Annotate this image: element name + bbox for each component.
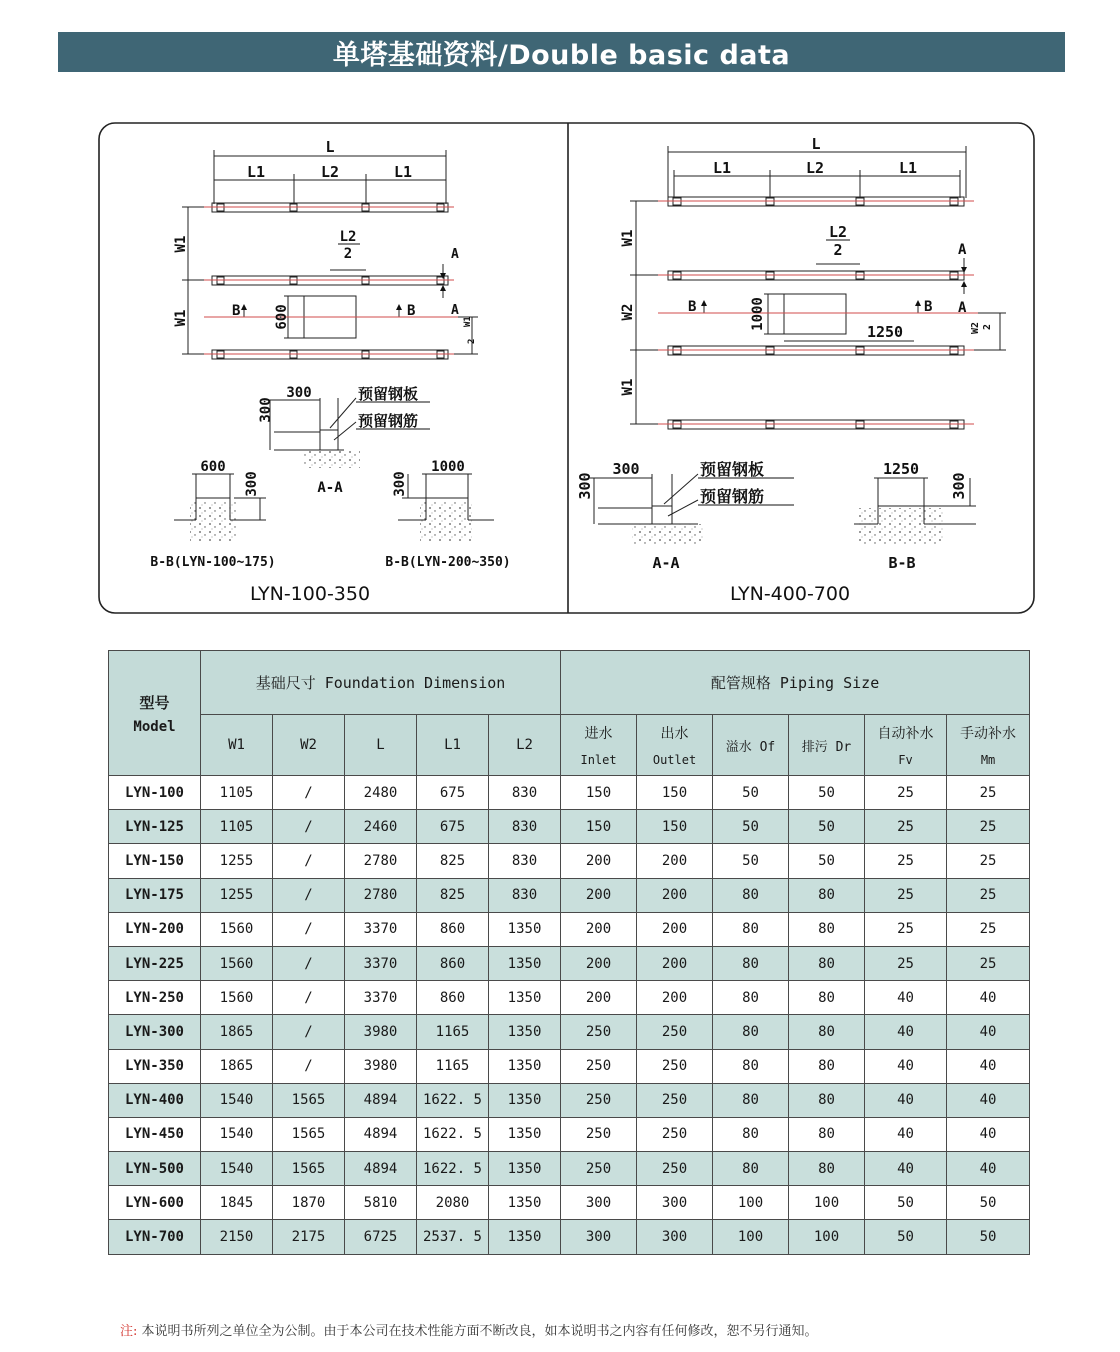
- cell-model: LYN-100: [109, 776, 201, 810]
- dim-W1-half-den: 2: [467, 338, 477, 344]
- cell-model: LYN-250: [109, 981, 201, 1015]
- cell-inlet: 250: [561, 1015, 637, 1049]
- cell-l2: 1350: [489, 1049, 561, 1083]
- cell-auto-fill: 50: [865, 1220, 947, 1254]
- r-dim-L2: L2: [805, 159, 825, 177]
- cell-outlet: 300: [637, 1186, 713, 1220]
- header-w2: W2: [273, 715, 345, 776]
- table-row: [109, 1186, 1030, 1220]
- r-dim-1000: 1000: [750, 297, 766, 331]
- header-auto-en: Fv: [898, 753, 913, 767]
- cell-l2: 1350: [489, 946, 561, 980]
- r-dim-L2-half-den: 2: [833, 241, 843, 259]
- cell-l1: 1622. 5: [417, 1117, 489, 1151]
- table-row: [109, 1015, 1030, 1049]
- table-row: [109, 946, 1030, 980]
- cell-overflow: 80: [713, 878, 789, 912]
- cell-overflow: 50: [713, 810, 789, 844]
- bb-small-600: 600: [200, 459, 226, 475]
- cell-model: LYN-350: [109, 1049, 201, 1083]
- cell-outlet: 250: [637, 1083, 713, 1117]
- cell-l1: 825: [417, 844, 489, 878]
- cell-drain: 80: [789, 1152, 865, 1186]
- bb-large-300: 300: [392, 471, 408, 497]
- cell-w2: 1565: [273, 1083, 345, 1117]
- cell-l: 3370: [345, 946, 417, 980]
- cell-outlet: 300: [637, 1220, 713, 1254]
- cell-overflow: 80: [713, 1152, 789, 1186]
- cell-drain: 100: [789, 1220, 865, 1254]
- cell-l2: 830: [489, 844, 561, 878]
- cell-inlet: 200: [561, 946, 637, 980]
- dim-W1-b: W1: [173, 309, 189, 327]
- header-l1: L1: [417, 715, 489, 776]
- dim-L1-b: L1: [393, 163, 413, 181]
- cell-model: LYN-225: [109, 946, 201, 980]
- cell-inlet: 150: [561, 776, 637, 810]
- cell-l1: 675: [417, 776, 489, 810]
- cell-w1: 1560: [201, 981, 273, 1015]
- cell-w2: 1565: [273, 1152, 345, 1186]
- header-model-en: Model: [133, 718, 176, 735]
- cell-manual-fill: 25: [947, 776, 1030, 810]
- cell-l1: 2080: [417, 1186, 489, 1220]
- table-row: [109, 844, 1030, 878]
- cell-model: LYN-500: [109, 1152, 201, 1186]
- cell-outlet: 200: [637, 981, 713, 1015]
- cell-w2: /: [273, 878, 345, 912]
- r-marker-B-right: B: [924, 299, 933, 315]
- cell-auto-fill: 25: [865, 810, 947, 844]
- cell-w1: 1540: [201, 1152, 273, 1186]
- cell-model: LYN-450: [109, 1117, 201, 1151]
- cell-auto-fill: 40: [865, 1083, 947, 1117]
- table-row: [109, 1220, 1030, 1254]
- cell-drain: 80: [789, 1049, 865, 1083]
- cell-manual-fill: 40: [947, 1015, 1030, 1049]
- cell-l: 3370: [345, 912, 417, 946]
- cell-auto-fill: 25: [865, 844, 947, 878]
- cell-w1: 1255: [201, 844, 273, 878]
- dim-L2: L2: [320, 163, 340, 181]
- cell-model: LYN-175: [109, 878, 201, 912]
- aa-300-height: 300: [258, 397, 274, 423]
- cell-l: 2780: [345, 878, 417, 912]
- foundation-drawing: [98, 122, 1035, 614]
- cell-manual-fill: 25: [947, 878, 1030, 912]
- model-range-left: LYN-100-350: [249, 583, 371, 605]
- cell-drain: 80: [789, 878, 865, 912]
- cell-w1: 1865: [201, 1015, 273, 1049]
- cell-inlet: 250: [561, 1083, 637, 1117]
- cell-l1: 1622. 5: [417, 1152, 489, 1186]
- cell-inlet: 300: [561, 1186, 637, 1220]
- header-model: [109, 651, 201, 776]
- table-row: [109, 912, 1030, 946]
- dim-L2-half-den: 2: [343, 246, 353, 262]
- cell-outlet: 200: [637, 946, 713, 980]
- cell-model: LYN-300: [109, 1015, 201, 1049]
- cell-w2: 1565: [273, 1117, 345, 1151]
- table-row: [109, 776, 1030, 810]
- cell-manual-fill: 25: [947, 844, 1030, 878]
- cell-drain: 80: [789, 946, 865, 980]
- cell-manual-fill: 40: [947, 1117, 1030, 1151]
- cell-model: LYN-200: [109, 912, 201, 946]
- r-dim-L1-a: L1: [712, 159, 732, 177]
- cell-l2: 830: [489, 776, 561, 810]
- cell-w2: /: [273, 844, 345, 878]
- header-auto-zh: 自动补水: [877, 726, 934, 742]
- header-outlet-en: Outlet: [652, 753, 697, 767]
- r-dim-L2-half-num: L2: [828, 223, 848, 241]
- aa-300-width: 300: [286, 385, 312, 401]
- cell-inlet: 200: [561, 981, 637, 1015]
- cell-inlet: 200: [561, 844, 637, 878]
- header-inlet-en: Inlet: [580, 753, 617, 767]
- cell-overflow: 80: [713, 1117, 789, 1151]
- page-title: 单塔基础资料/Double basic data: [332, 39, 791, 71]
- cell-w2: /: [273, 1049, 345, 1083]
- cell-outlet: 200: [637, 844, 713, 878]
- cell-manual-fill: 40: [947, 1152, 1030, 1186]
- cell-w1: 1540: [201, 1083, 273, 1117]
- r-aa-300-height: 300: [576, 472, 594, 500]
- cell-w1: 1865: [201, 1049, 273, 1083]
- cell-manual-fill: 40: [947, 1049, 1030, 1083]
- cell-l: 3980: [345, 1049, 417, 1083]
- cell-l1: 825: [417, 878, 489, 912]
- cell-w1: 1560: [201, 912, 273, 946]
- header-inlet-zh: 进水: [584, 726, 613, 742]
- cell-auto-fill: 40: [865, 1152, 947, 1186]
- cell-l: 2480: [345, 776, 417, 810]
- cell-drain: 80: [789, 1015, 865, 1049]
- cell-l2: 1350: [489, 981, 561, 1015]
- cell-l2: 1350: [489, 1117, 561, 1151]
- cell-l: 5810: [345, 1186, 417, 1220]
- cell-w2: 2175: [273, 1220, 345, 1254]
- r-dim-W2: W2: [620, 303, 636, 321]
- cell-l: 4894: [345, 1152, 417, 1186]
- cell-overflow: 50: [713, 844, 789, 878]
- header-manual-zh: 手动补水: [960, 726, 1017, 742]
- cell-auto-fill: 25: [865, 878, 947, 912]
- header-outlet-zh: 出水: [660, 726, 689, 742]
- dim-L: L: [325, 138, 335, 156]
- cell-inlet: 200: [561, 878, 637, 912]
- cell-w2: /: [273, 776, 345, 810]
- note-rebar: 预留钢筋: [358, 412, 419, 430]
- cell-w2: /: [273, 810, 345, 844]
- marker-B-right: B: [407, 303, 416, 319]
- cell-l1: 1165: [417, 1015, 489, 1049]
- table-row: [109, 981, 1030, 1015]
- header-inlet: [561, 715, 637, 776]
- table-row: [109, 1117, 1030, 1151]
- r-note-rebar: 预留钢筋: [700, 487, 765, 506]
- table-row: [109, 810, 1030, 844]
- cell-overflow: 80: [713, 1015, 789, 1049]
- cell-drain: 50: [789, 810, 865, 844]
- r-dim-W2-half-den: 2: [982, 323, 993, 330]
- cell-l1: 1622. 5: [417, 1083, 489, 1117]
- cell-l1: 1165: [417, 1049, 489, 1083]
- dim-W1-half-num: W1: [463, 316, 473, 327]
- cell-drain: 100: [789, 1186, 865, 1220]
- cell-drain: 50: [789, 844, 865, 878]
- cell-w2: /: [273, 912, 345, 946]
- cell-overflow: 100: [713, 1220, 789, 1254]
- cell-manual-fill: 25: [947, 810, 1030, 844]
- cell-inlet: 250: [561, 1049, 637, 1083]
- dim-600: 600: [274, 304, 290, 330]
- r-dim-W1-b: W1: [620, 378, 636, 396]
- cell-w1: 1105: [201, 776, 273, 810]
- cell-outlet: 150: [637, 776, 713, 810]
- section-BB-large: B-B(LYN-200~350): [385, 555, 511, 570]
- header-drain: 排污 Dr: [789, 715, 865, 776]
- table-row: [109, 1083, 1030, 1117]
- header-foundation: 基础尺寸 Foundation Dimension: [201, 651, 561, 715]
- r-dim-1250: 1250: [866, 323, 904, 341]
- dim-L1-a: L1: [246, 163, 266, 181]
- marker-B-left: B: [232, 303, 241, 319]
- cell-l2: 830: [489, 810, 561, 844]
- cell-model: LYN-700: [109, 1220, 201, 1254]
- cell-auto-fill: 40: [865, 1049, 947, 1083]
- cell-l1: 860: [417, 912, 489, 946]
- cell-l2: 1350: [489, 1083, 561, 1117]
- cell-model: LYN-125: [109, 810, 201, 844]
- r-marker-A-top: A: [958, 242, 967, 258]
- dim-L2-half-num: L2: [339, 229, 357, 245]
- cell-l1: 860: [417, 946, 489, 980]
- footnote: [120, 1320, 818, 1339]
- cell-l1: 2537. 5: [417, 1220, 489, 1254]
- cell-l: 2780: [345, 844, 417, 878]
- table-row: [109, 878, 1030, 912]
- r-dim-L1-b: L1: [898, 159, 918, 177]
- cell-inlet: 250: [561, 1117, 637, 1151]
- footnote-label: 注:: [120, 1324, 138, 1339]
- cell-l: 3370: [345, 981, 417, 1015]
- cell-manual-fill: 40: [947, 1083, 1030, 1117]
- cell-auto-fill: 40: [865, 1015, 947, 1049]
- cell-w1: 1105: [201, 810, 273, 844]
- cell-l2: 830: [489, 878, 561, 912]
- cell-overflow: 50: [713, 776, 789, 810]
- r-bb-300: 300: [950, 472, 968, 500]
- r-dim-L: L: [811, 135, 821, 153]
- marker-A-bottom: A: [451, 303, 459, 318]
- cell-outlet: 250: [637, 1152, 713, 1186]
- header-manual-en: Mm: [980, 753, 996, 767]
- cell-w1: 2150: [201, 1220, 273, 1254]
- header-l2: L2: [489, 715, 561, 776]
- r-bb-1250: 1250: [882, 460, 920, 478]
- r-aa-300-width: 300: [612, 460, 640, 478]
- cell-l: 4894: [345, 1083, 417, 1117]
- page-title-bar: [58, 32, 1065, 72]
- cell-w2: /: [273, 981, 345, 1015]
- spec-table: [108, 650, 1030, 1255]
- cell-w1: 1540: [201, 1117, 273, 1151]
- header-overflow: 溢水 Of: [713, 715, 789, 776]
- r-note-steel-plate: 预留钢板: [700, 460, 765, 479]
- section-BB-small: B-B(LYN-100~175): [150, 555, 276, 570]
- r-dim-W1-a: W1: [620, 229, 636, 247]
- cell-w1: 1845: [201, 1186, 273, 1220]
- header-model-zh: 型号: [139, 693, 170, 712]
- cell-l2: 1350: [489, 1152, 561, 1186]
- header-outlet: [637, 715, 713, 776]
- cell-outlet: 250: [637, 1049, 713, 1083]
- cell-model: LYN-400: [109, 1083, 201, 1117]
- cell-l2: 1350: [489, 912, 561, 946]
- cell-w2: /: [273, 946, 345, 980]
- cell-manual-fill: 25: [947, 912, 1030, 946]
- r-section-AA: A-A: [652, 554, 680, 572]
- cell-drain: 80: [789, 1083, 865, 1117]
- cell-overflow: 100: [713, 1186, 789, 1220]
- cell-overflow: 80: [713, 912, 789, 946]
- cell-l2: 1350: [489, 1186, 561, 1220]
- cell-w1: 1560: [201, 946, 273, 980]
- cell-inlet: 250: [561, 1152, 637, 1186]
- note-steel-plate: 预留钢板: [358, 385, 419, 403]
- cell-overflow: 80: [713, 981, 789, 1015]
- cell-manual-fill: 25: [947, 946, 1030, 980]
- cell-l: 6725: [345, 1220, 417, 1254]
- cell-inlet: 150: [561, 810, 637, 844]
- header-auto-fill: [865, 715, 947, 776]
- cell-auto-fill: 25: [865, 776, 947, 810]
- cell-l1: 675: [417, 810, 489, 844]
- cell-auto-fill: 40: [865, 981, 947, 1015]
- cell-outlet: 250: [637, 1117, 713, 1151]
- cell-manual-fill: 50: [947, 1186, 1030, 1220]
- cell-w1: 1255: [201, 878, 273, 912]
- table-row: [109, 1049, 1030, 1083]
- cell-model: LYN-600: [109, 1186, 201, 1220]
- cell-l: 4894: [345, 1117, 417, 1151]
- spec-table-body: [109, 776, 1030, 1255]
- cell-auto-fill: 25: [865, 912, 947, 946]
- r-section-BB: B-B: [888, 554, 916, 572]
- cell-l2: 1350: [489, 1220, 561, 1254]
- cell-auto-fill: 25: [865, 946, 947, 980]
- cell-l: 3980: [345, 1015, 417, 1049]
- cell-auto-fill: 40: [865, 1117, 947, 1151]
- cell-inlet: 200: [561, 912, 637, 946]
- r-marker-B-left: B: [688, 299, 697, 315]
- r-marker-A-bottom: A: [958, 300, 967, 316]
- cell-w2: 1870: [273, 1186, 345, 1220]
- section-AA-left: A-A: [317, 480, 343, 496]
- dim-W1-a: W1: [173, 235, 189, 253]
- marker-A-top: A: [451, 247, 459, 262]
- header-l: L: [345, 715, 417, 776]
- cell-outlet: 200: [637, 878, 713, 912]
- cell-manual-fill: 40: [947, 981, 1030, 1015]
- cell-drain: 80: [789, 981, 865, 1015]
- cell-model: LYN-150: [109, 844, 201, 878]
- cell-outlet: 250: [637, 1015, 713, 1049]
- bb-large-1000: 1000: [431, 459, 465, 475]
- cell-overflow: 80: [713, 946, 789, 980]
- model-range-right: LYN-400-700: [729, 583, 851, 605]
- cell-inlet: 300: [561, 1220, 637, 1254]
- footnote-text: 本说明书所列之单位全为公制。由于本公司在技术性能方面不断改良，如本说明书之内容有任何修改，恕不另行通知。: [141, 1324, 818, 1339]
- header-w1: W1: [201, 715, 273, 776]
- r-dim-W2-half-num: W2: [970, 321, 981, 334]
- cell-auto-fill: 50: [865, 1186, 947, 1220]
- header-manual-fill: [947, 715, 1030, 776]
- cell-outlet: 150: [637, 810, 713, 844]
- cell-l2: 1350: [489, 1015, 561, 1049]
- header-piping: 配管规格 Piping Size: [561, 651, 1030, 715]
- cell-l1: 860: [417, 981, 489, 1015]
- cell-l: 2460: [345, 810, 417, 844]
- cell-outlet: 200: [637, 912, 713, 946]
- cell-drain: 80: [789, 1117, 865, 1151]
- cell-overflow: 80: [713, 1049, 789, 1083]
- cell-w2: /: [273, 1015, 345, 1049]
- cell-manual-fill: 50: [947, 1220, 1030, 1254]
- bb-small-300: 300: [244, 471, 260, 497]
- cell-drain: 80: [789, 912, 865, 946]
- cell-overflow: 80: [713, 1083, 789, 1117]
- cell-drain: 50: [789, 776, 865, 810]
- table-row: [109, 1152, 1030, 1186]
